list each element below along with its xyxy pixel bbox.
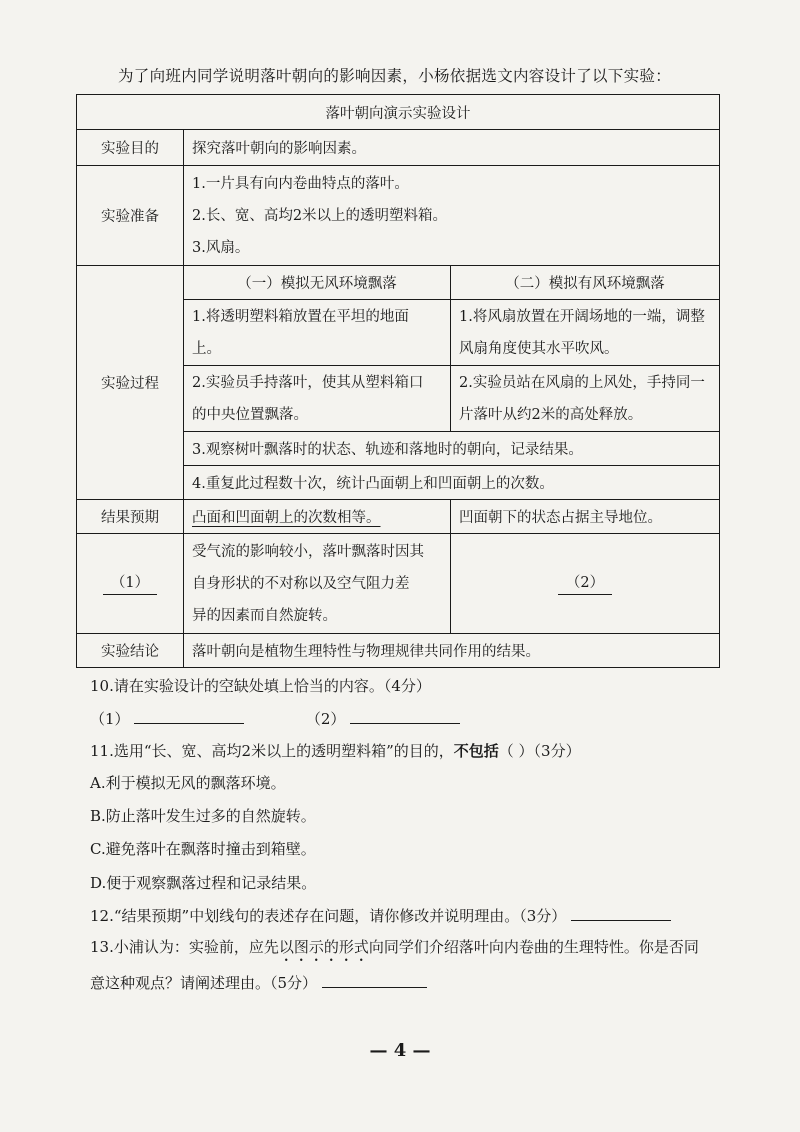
reason-line: 异的因素而自然旋转。 xyxy=(192,607,337,624)
prep-item: 1.一片具有向内卷曲特点的落叶。 xyxy=(192,175,409,192)
question-13-line2 xyxy=(90,972,427,993)
underlined-sentence: 凸面和凹面朝上的次数相等。 xyxy=(192,510,381,526)
table-title-row xyxy=(77,95,720,130)
question-11 xyxy=(90,740,581,761)
process-col2-header: （二）模拟有风环境飘落 xyxy=(451,266,720,300)
table-title: 落叶朝向演示实验设计 xyxy=(77,95,720,130)
reason-label-cell xyxy=(77,534,184,634)
q11-bold: 不包括 xyxy=(453,742,499,760)
process-col1-step2 xyxy=(184,366,451,432)
prep-items xyxy=(184,166,720,266)
prep-row xyxy=(77,166,720,266)
process-header-row xyxy=(77,266,720,300)
purpose-text: 探究落叶朝向的影响因素。 xyxy=(184,130,720,166)
purpose-row xyxy=(77,130,720,166)
conclusion-text: 落叶朝向是植物生理特性与物理规律共同作用的结果。 xyxy=(184,634,720,668)
reason-line: 受气流的影响较小，落叶飘落时因其 xyxy=(192,543,424,560)
step-line: 风扇角度使其水平吹风。 xyxy=(459,340,619,357)
step-line: 2.实验员手持落叶，使其从塑料箱口 xyxy=(192,374,424,391)
prep-item: 2.长、宽、高均2米以上的透明塑料箱。 xyxy=(192,207,448,224)
process-col2-step2 xyxy=(451,366,720,432)
q12-text: 12.“结果预期”中划线句的表述存在问题，请你修改并说明理由。（3分） xyxy=(90,907,567,925)
experiment-design-table xyxy=(76,94,720,668)
q13-text: 13.小浦认为：实验前，应先 xyxy=(90,938,279,956)
question-10-blanks xyxy=(90,708,460,729)
reason-line: 自身形状的不对称以及空气阻力差 xyxy=(192,575,410,592)
purpose-label: 实验目的 xyxy=(77,130,184,166)
q13-emphasized: 以图示的形式 xyxy=(278,938,369,956)
q13-text-cont: 向同学们介绍落叶向内卷曲的生理特性。你是否同 xyxy=(368,938,699,956)
process-col2-step1 xyxy=(451,300,720,366)
answer-blank-1[interactable] xyxy=(134,709,244,724)
expect-col2: 凹面朝下的状态占据主导地位。 xyxy=(451,500,720,534)
answer-blank-2[interactable] xyxy=(350,709,460,724)
q10-blank2-label: （2） xyxy=(305,710,346,728)
q12-answer-blank[interactable] xyxy=(571,906,671,921)
process-step4: 4.重复此过程数十次，统计凸面朝上和凹面朝上的次数。 xyxy=(184,466,720,500)
q11-answer-bracket[interactable]: （ ）（3分） xyxy=(498,742,581,760)
option-d: D.便于观察飘落过程和记录结果。 xyxy=(90,874,317,892)
conclusion-label: 实验结论 xyxy=(77,634,184,668)
expect-col1 xyxy=(184,500,451,534)
reason-col2 xyxy=(451,534,720,634)
page-number: — 4 — xyxy=(369,1040,431,1061)
q11-text: 11.选用“长、宽、高均2米以上的透明塑料箱”的目的， xyxy=(90,742,454,760)
blank-1-label: （1） xyxy=(103,572,157,595)
step-line: 片落叶从约2米的高处释放。 xyxy=(459,406,643,423)
option-a: A.利于模拟无风的飘落环境。 xyxy=(90,774,286,792)
question-10: 10.请在实验设计的空缺处填上恰当的内容。（4分） xyxy=(90,677,431,695)
prep-item: 3.风扇。 xyxy=(192,239,250,256)
conclusion-row xyxy=(77,634,720,668)
q13-text-line2: 意这种观点？请阐述理由。（5分） xyxy=(90,974,318,992)
expect-label: 结果预期 xyxy=(77,500,184,534)
intro-text: 为了向班内同学说明落叶朝向的影响因素，小杨依据选文内容设计了以下实验： xyxy=(118,67,672,85)
process-label: 实验过程 xyxy=(77,266,184,500)
q13-answer-blank[interactable] xyxy=(322,973,427,988)
step-line: 2.实验员站在风扇的上风处，手持同一 xyxy=(459,374,705,391)
question-13 xyxy=(90,936,699,965)
expect-row xyxy=(77,500,720,534)
reason-col1 xyxy=(184,534,451,634)
step-line: 的中央位置飘落。 xyxy=(192,406,308,423)
process-col1-header: （一）模拟无风环境飘落 xyxy=(184,266,451,300)
blank-2-label: （2） xyxy=(558,572,612,595)
step-line: 1.将透明塑料箱放置在平坦的地面 xyxy=(192,308,409,325)
step-line: 上。 xyxy=(192,340,221,357)
option-c: C.避免落叶在飘落时撞击到箱壁。 xyxy=(90,840,316,858)
process-step3: 3.观察树叶飘落时的状态、轨迹和落地时的朝向，记录结果。 xyxy=(184,432,720,466)
option-b: B.防止落叶发生过多的自然旋转。 xyxy=(90,807,316,825)
q10-blank1-label: （1） xyxy=(90,710,130,728)
prep-label: 实验准备 xyxy=(77,166,184,266)
question-12 xyxy=(90,905,671,926)
step-line: 1.将风扇放置在开阔场地的一端，调整 xyxy=(459,308,705,325)
reason-row xyxy=(77,534,720,634)
process-col1-step1 xyxy=(184,300,451,366)
